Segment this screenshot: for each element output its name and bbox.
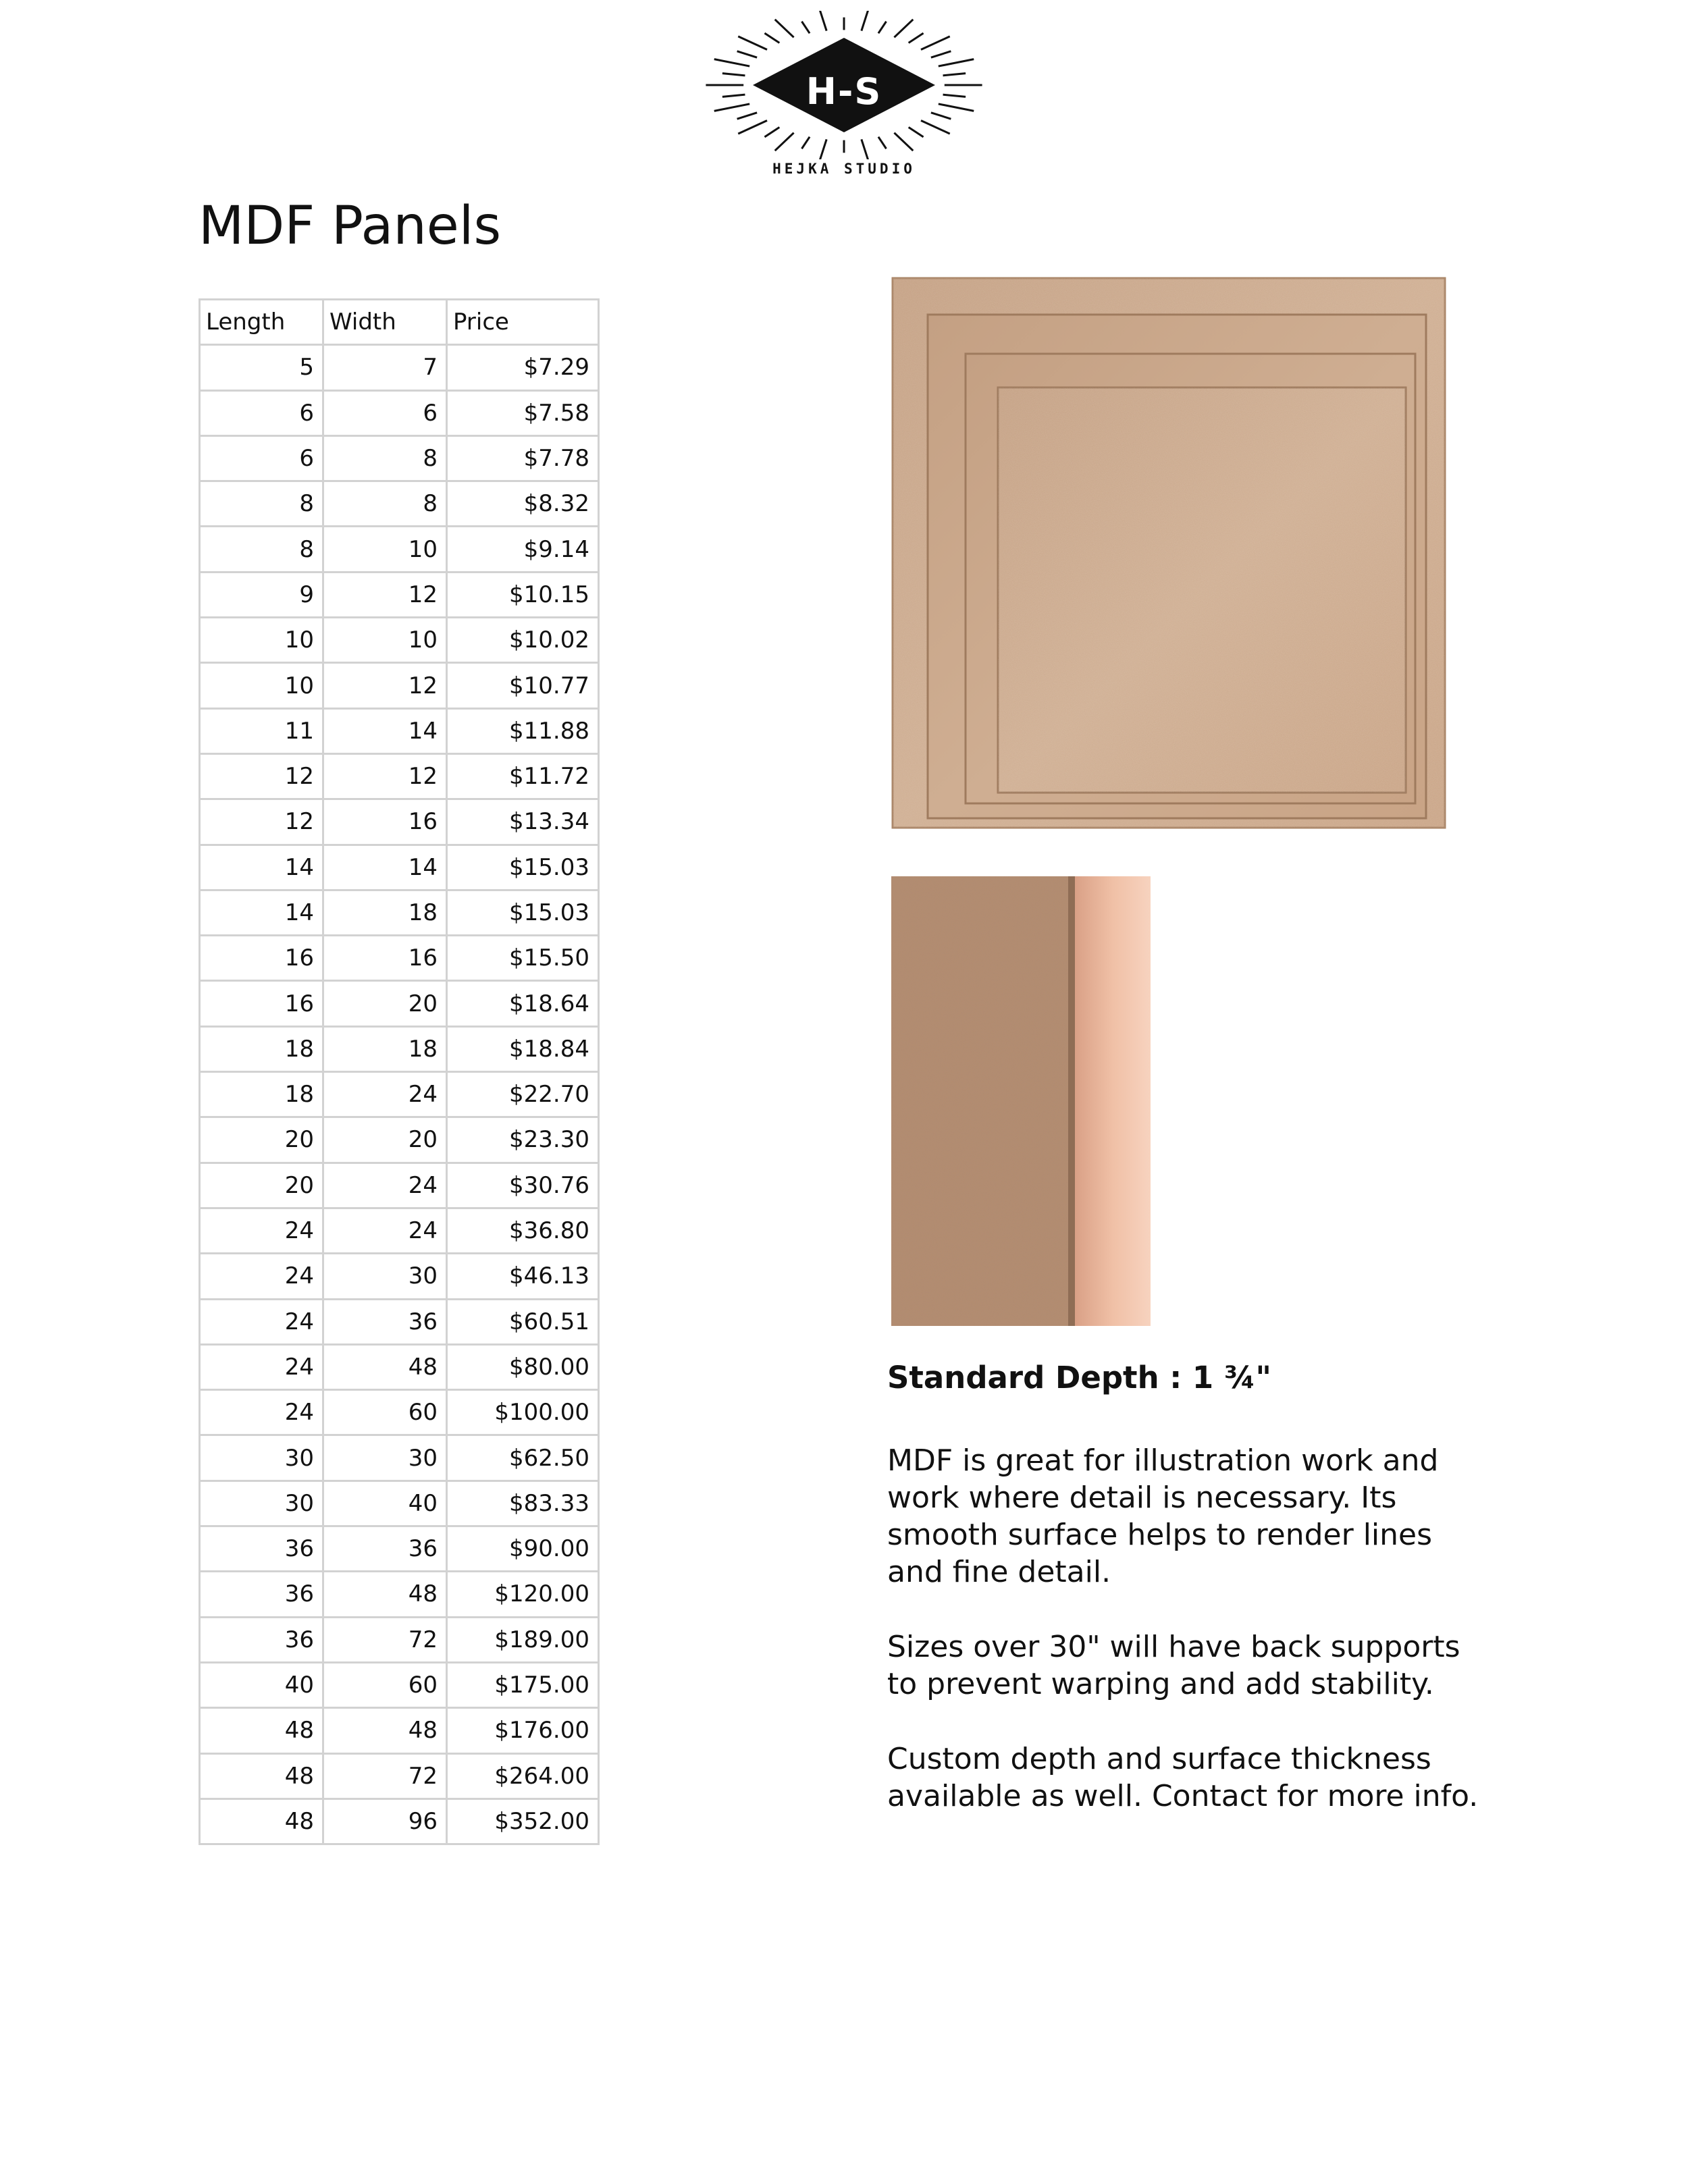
- table-header-row: [200, 300, 599, 345]
- cell-price: $18.64: [447, 981, 599, 1026]
- table-row: [200, 1662, 599, 1707]
- cell-price: $189.00: [447, 1617, 599, 1662]
- cell-width: 8: [323, 435, 447, 481]
- cell-width: 36: [323, 1299, 447, 1344]
- mdf-edge-closeup-image: [891, 876, 1151, 1326]
- table-row: [200, 1299, 599, 1344]
- cell-length: 24: [200, 1299, 323, 1344]
- cell-width: 48: [323, 1344, 447, 1389]
- cell-price: $15.50: [447, 936, 599, 981]
- cell-length: 6: [200, 390, 323, 435]
- cell-price: $352.00: [447, 1799, 599, 1844]
- cell-price: $83.33: [447, 1481, 599, 1526]
- cell-width: 10: [323, 527, 447, 572]
- cell-width: 10: [323, 618, 447, 663]
- table-row: [200, 753, 599, 799]
- cell-price: $23.30: [447, 1117, 599, 1163]
- cell-length: 24: [200, 1208, 323, 1253]
- cell-length: 36: [200, 1572, 323, 1617]
- cell-length: 48: [200, 1753, 323, 1799]
- table-row: [200, 1117, 599, 1163]
- table-row: [200, 1254, 599, 1299]
- cell-price: $80.00: [447, 1344, 599, 1389]
- cell-price: $7.58: [447, 390, 599, 435]
- cell-length: 24: [200, 1390, 323, 1435]
- cell-length: 36: [200, 1617, 323, 1662]
- cell-width: 16: [323, 799, 447, 845]
- table-row: [200, 1753, 599, 1799]
- cell-price: $120.00: [447, 1572, 599, 1617]
- cell-width: 60: [323, 1390, 447, 1435]
- table-row: [200, 1708, 599, 1753]
- table-row: [200, 1072, 599, 1117]
- table-row: [200, 527, 599, 572]
- cell-price: $7.78: [447, 435, 599, 481]
- table-row: [200, 1526, 599, 1572]
- cell-length: 6: [200, 435, 323, 481]
- cell-length: 16: [200, 981, 323, 1026]
- cell-price: $46.13: [447, 1254, 599, 1299]
- cell-width: 96: [323, 1799, 447, 1844]
- cell-price: $11.88: [447, 708, 599, 753]
- table-row: [200, 1344, 599, 1389]
- cell-width: 12: [323, 663, 447, 708]
- cell-length: 30: [200, 1481, 323, 1526]
- table-row: [200, 1208, 599, 1253]
- cell-price: $36.80: [447, 1208, 599, 1253]
- cell-width: 24: [323, 1163, 447, 1208]
- cell-length: 20: [200, 1163, 323, 1208]
- cell-price: $30.76: [447, 1163, 599, 1208]
- table-row: [200, 663, 599, 708]
- cell-width: 12: [323, 572, 447, 617]
- cell-price: $10.02: [447, 618, 599, 663]
- table-row: [200, 845, 599, 890]
- header-width: Width: [323, 300, 447, 345]
- description-paragraph-2: Sizes over 30" will have back supports to prevent warping and add stability.: [887, 1630, 1460, 1701]
- cell-price: $22.70: [447, 1072, 599, 1117]
- cell-length: 20: [200, 1117, 323, 1163]
- table-row: [200, 572, 599, 617]
- cell-width: 14: [323, 845, 447, 890]
- logo-caption: HEJKA STUDIO: [772, 161, 916, 177]
- cell-length: 18: [200, 1026, 323, 1071]
- description-paragraph-3: Custom depth and surface thickness available as well. Contact for more info.: [887, 1742, 1479, 1813]
- header-price: Price: [447, 300, 599, 345]
- cell-price: $18.84: [447, 1026, 599, 1071]
- cell-price: $175.00: [447, 1662, 599, 1707]
- cell-length: 24: [200, 1344, 323, 1389]
- table-row: [200, 1799, 599, 1844]
- cell-width: 16: [323, 936, 447, 981]
- cell-length: 40: [200, 1662, 323, 1707]
- hejka-studio-logo: [702, 11, 986, 180]
- table-row: [200, 890, 599, 935]
- description-paragraph-1: MDF is great for illustration work and work where detail is necessary. Its smooth surface helps to render lines and fine detail.: [887, 1443, 1439, 1589]
- cell-price: $9.14: [447, 527, 599, 572]
- cell-length: 12: [200, 799, 323, 845]
- cell-length: 12: [200, 753, 323, 799]
- table-row: [200, 799, 599, 845]
- cell-length: 10: [200, 618, 323, 663]
- cell-width: 40: [323, 1481, 447, 1526]
- cell-price: $264.00: [447, 1753, 599, 1799]
- cell-width: 12: [323, 753, 447, 799]
- cell-price: $10.77: [447, 663, 599, 708]
- standard-depth-heading: Standard Depth : 1 ¾": [887, 1360, 1271, 1395]
- cell-price: $176.00: [447, 1708, 599, 1753]
- cell-width: 7: [323, 345, 447, 390]
- cell-length: 10: [200, 663, 323, 708]
- page-title: MDF Panels: [199, 196, 502, 257]
- table-row: [200, 1572, 599, 1617]
- cell-length: 14: [200, 845, 323, 890]
- cell-width: 24: [323, 1072, 447, 1117]
- cell-price: $90.00: [447, 1526, 599, 1572]
- cell-width: 18: [323, 1026, 447, 1071]
- cell-width: 30: [323, 1254, 447, 1299]
- header-length: Length: [200, 300, 323, 345]
- cell-width: 24: [323, 1208, 447, 1253]
- cell-price: $13.34: [447, 799, 599, 845]
- cell-length: 8: [200, 527, 323, 572]
- cell-length: 5: [200, 345, 323, 390]
- cell-price: $15.03: [447, 845, 599, 890]
- cell-length: 9: [200, 572, 323, 617]
- cell-length: 8: [200, 481, 323, 527]
- table-row: [200, 1026, 599, 1071]
- cell-width: 72: [323, 1753, 447, 1799]
- cell-price: $60.51: [447, 1299, 599, 1344]
- cell-price: $8.32: [447, 481, 599, 527]
- table-row: [200, 1481, 599, 1526]
- cell-width: 8: [323, 481, 447, 527]
- table-row: [200, 981, 599, 1026]
- cell-width: 20: [323, 981, 447, 1026]
- cell-width: 18: [323, 890, 447, 935]
- cell-price: $62.50: [447, 1435, 599, 1481]
- cell-width: 72: [323, 1617, 447, 1662]
- table-row: [200, 481, 599, 527]
- price-table: [199, 298, 600, 1845]
- cell-width: 20: [323, 1117, 447, 1163]
- cell-length: 48: [200, 1708, 323, 1753]
- cell-width: 30: [323, 1435, 447, 1481]
- cell-price: $15.03: [447, 890, 599, 935]
- cell-length: 36: [200, 1526, 323, 1572]
- cell-length: 30: [200, 1435, 323, 1481]
- cell-width: 14: [323, 708, 447, 753]
- cell-price: $11.72: [447, 753, 599, 799]
- cell-width: 60: [323, 1662, 447, 1707]
- table-row: [200, 1390, 599, 1435]
- cell-price: $100.00: [447, 1390, 599, 1435]
- table-row: [200, 618, 599, 663]
- table-row: [200, 1617, 599, 1662]
- cell-length: 14: [200, 890, 323, 935]
- cell-width: 36: [323, 1526, 447, 1572]
- cell-price: $10.15: [447, 572, 599, 617]
- table-row: [200, 1163, 599, 1208]
- table-row: [200, 708, 599, 753]
- cell-length: 16: [200, 936, 323, 981]
- cell-width: 48: [323, 1708, 447, 1753]
- cell-width: 6: [323, 390, 447, 435]
- table-row: [200, 435, 599, 481]
- cell-length: 18: [200, 1072, 323, 1117]
- mdf-panel-stack-image: [887, 274, 1448, 834]
- table-row: [200, 936, 599, 981]
- cell-length: 24: [200, 1254, 323, 1299]
- cell-length: 11: [200, 708, 323, 753]
- cell-price: $7.29: [447, 345, 599, 390]
- cell-length: 48: [200, 1799, 323, 1844]
- logo-monogram: H-S: [806, 70, 882, 113]
- table-row: [200, 1435, 599, 1481]
- cell-width: 48: [323, 1572, 447, 1617]
- table-row: [200, 345, 599, 390]
- table-row: [200, 390, 599, 435]
